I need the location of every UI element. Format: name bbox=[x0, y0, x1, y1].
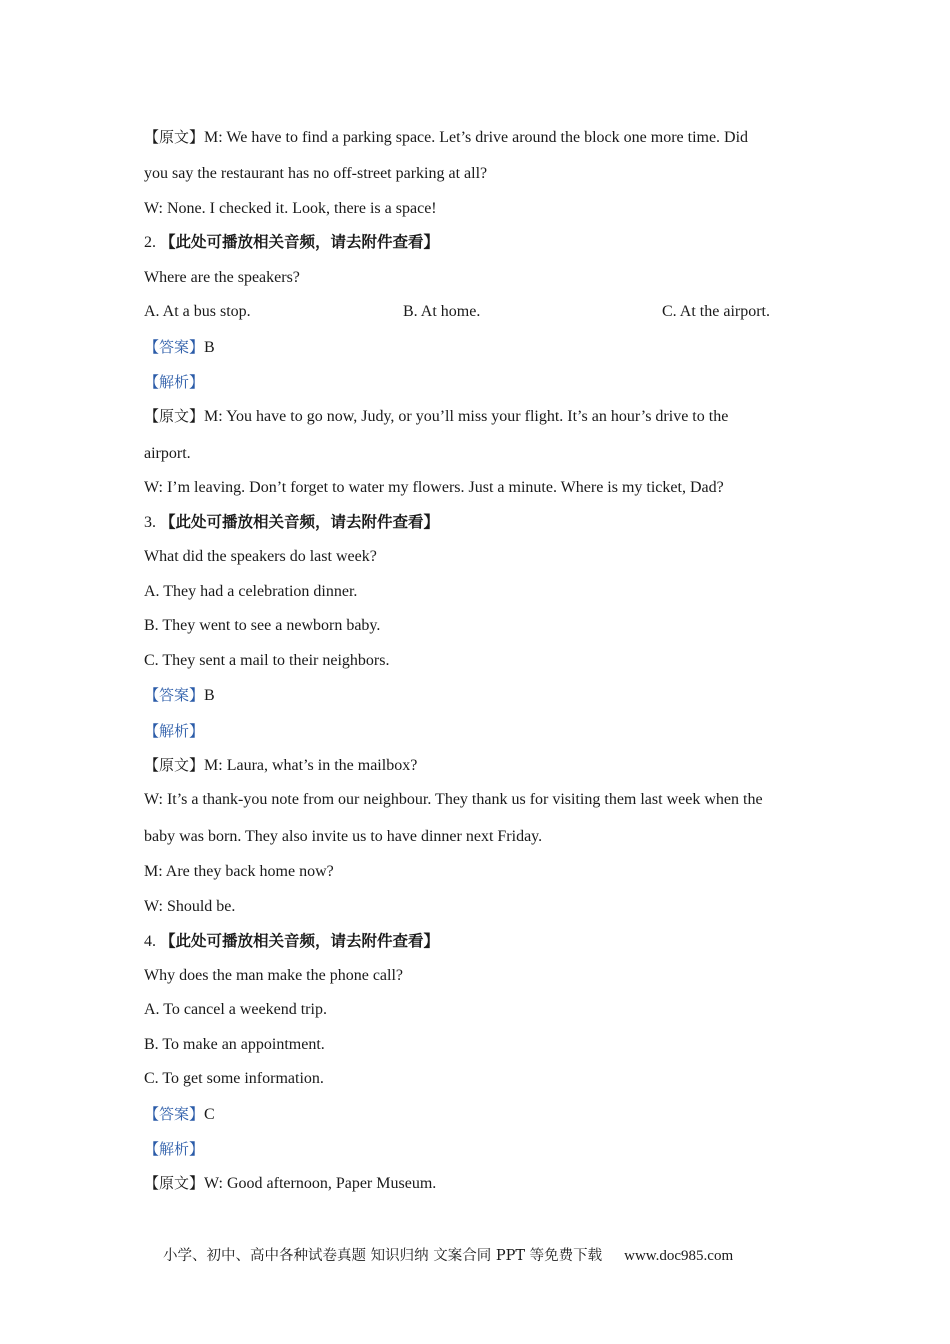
original-text-tag: 【原文】 bbox=[144, 128, 205, 146]
answer-tag: 【答案】 bbox=[144, 686, 205, 704]
answer-tag: 【答案】 bbox=[144, 338, 205, 356]
footer-text: 小学、初中、高中各种试卷真题 知识归纳 文案合同 PPT 等免费下载 bbox=[163, 1248, 603, 1264]
transcript-text: W: Should be. bbox=[144, 898, 236, 915]
transcript-line bbox=[144, 406, 728, 427]
transcript-line bbox=[144, 897, 235, 917]
original-text-tag: 【原文】 bbox=[144, 1174, 205, 1192]
analysis-line bbox=[144, 372, 204, 393]
analysis-line bbox=[144, 721, 204, 742]
transcript-text: W: I’m leaving. Don’t forget to water my flowers. Just a minute. Where is my ticket, Dad? bbox=[144, 479, 724, 496]
audio-placeholder: 【此处可播放相关音频，请去附件查看】 bbox=[160, 932, 440, 950]
question-number: 3. bbox=[144, 514, 160, 531]
transcript-line bbox=[144, 755, 417, 776]
option-text: B. They went to see a newborn baby. bbox=[144, 617, 381, 634]
analysis-line bbox=[144, 1139, 204, 1160]
transcript-line bbox=[144, 478, 724, 498]
question-text: Why does the man make the phone call? bbox=[144, 967, 404, 984]
option-a: A. At a bus stop. bbox=[144, 303, 251, 320]
option-text: A. To cancel a weekend trip. bbox=[144, 1001, 327, 1018]
option-b: B. At home. bbox=[403, 303, 481, 320]
answer-line bbox=[144, 1104, 215, 1125]
analysis-tag: 【解析】 bbox=[144, 1140, 205, 1158]
audio-placeholder: 【此处可播放相关音频，请去附件查看】 bbox=[160, 513, 440, 531]
answer-value: B bbox=[204, 339, 215, 356]
answer-line bbox=[144, 337, 215, 358]
transcript-line bbox=[144, 199, 437, 219]
transcript-text: M: You have to go now, Judy, or you’ll miss your flight. It’s an hour’s drive to the bbox=[204, 408, 729, 425]
transcript-text: M: Laura, what’s in the mailbox? bbox=[204, 757, 418, 774]
transcript-text: M: Are they back home now? bbox=[144, 863, 334, 880]
analysis-tag: 【解析】 bbox=[144, 722, 205, 740]
analysis-tag: 【解析】 bbox=[144, 373, 205, 391]
question-text: Where are the speakers? bbox=[144, 269, 300, 286]
page-footer bbox=[163, 1246, 733, 1266]
option-a bbox=[144, 582, 357, 602]
transcript-text: you say the restaurant has no off-street parking at all? bbox=[144, 165, 488, 182]
question-4-text bbox=[144, 966, 403, 986]
question-number: 2. bbox=[144, 234, 160, 251]
transcript-text: W: It’s a thank-you note from our neighbour. They thank us for visiting them last week when the bbox=[144, 791, 763, 808]
transcript-line bbox=[144, 127, 748, 148]
option-c: C. At the airport. bbox=[662, 303, 770, 320]
question-3-header bbox=[144, 512, 439, 533]
original-text-tag: 【原文】 bbox=[144, 756, 205, 774]
transcript-line bbox=[144, 444, 191, 464]
option-a bbox=[144, 1000, 327, 1020]
option-text: A. They had a celebration dinner. bbox=[144, 583, 358, 600]
footer-link[interactable]: www.doc985.com bbox=[624, 1248, 734, 1264]
transcript-line bbox=[144, 790, 763, 810]
answer-line bbox=[144, 685, 215, 706]
option-b bbox=[144, 1035, 325, 1055]
answer-value: B bbox=[204, 687, 215, 704]
audio-placeholder: 【此处可播放相关音频，请去附件查看】 bbox=[160, 233, 440, 251]
transcript-text: M: We have to find a parking space. Let’s drive around the block one more time. Did bbox=[204, 129, 749, 146]
transcript-text: baby was born. They also invite us to have dinner next Friday. bbox=[144, 828, 543, 845]
transcript-text: W: None. I checked it. Look, there is a space! bbox=[144, 200, 437, 217]
question-number: 4. bbox=[144, 933, 160, 950]
original-text-tag: 【原文】 bbox=[144, 407, 205, 425]
transcript-line bbox=[144, 862, 334, 882]
transcript-line bbox=[144, 164, 487, 184]
option-text: C. They sent a mail to their neighbors. bbox=[144, 652, 390, 669]
question-text: What did the speakers do last week? bbox=[144, 548, 377, 565]
question-2-header bbox=[144, 232, 439, 253]
option-text: B. To make an appointment. bbox=[144, 1036, 325, 1053]
question-3-text bbox=[144, 547, 377, 567]
option-text: C. To get some information. bbox=[144, 1070, 324, 1087]
question-2-text bbox=[144, 268, 300, 288]
answer-tag: 【答案】 bbox=[144, 1105, 205, 1123]
transcript-line bbox=[144, 1173, 436, 1194]
transcript-text: airport. bbox=[144, 445, 191, 462]
option-c bbox=[144, 651, 389, 671]
transcript-line bbox=[144, 827, 542, 847]
transcript-text: W: Good afternoon, Paper Museum. bbox=[204, 1175, 437, 1192]
option-b bbox=[144, 616, 380, 636]
question-4-header bbox=[144, 931, 439, 952]
answer-value: C bbox=[204, 1106, 215, 1123]
option-c bbox=[144, 1069, 324, 1089]
